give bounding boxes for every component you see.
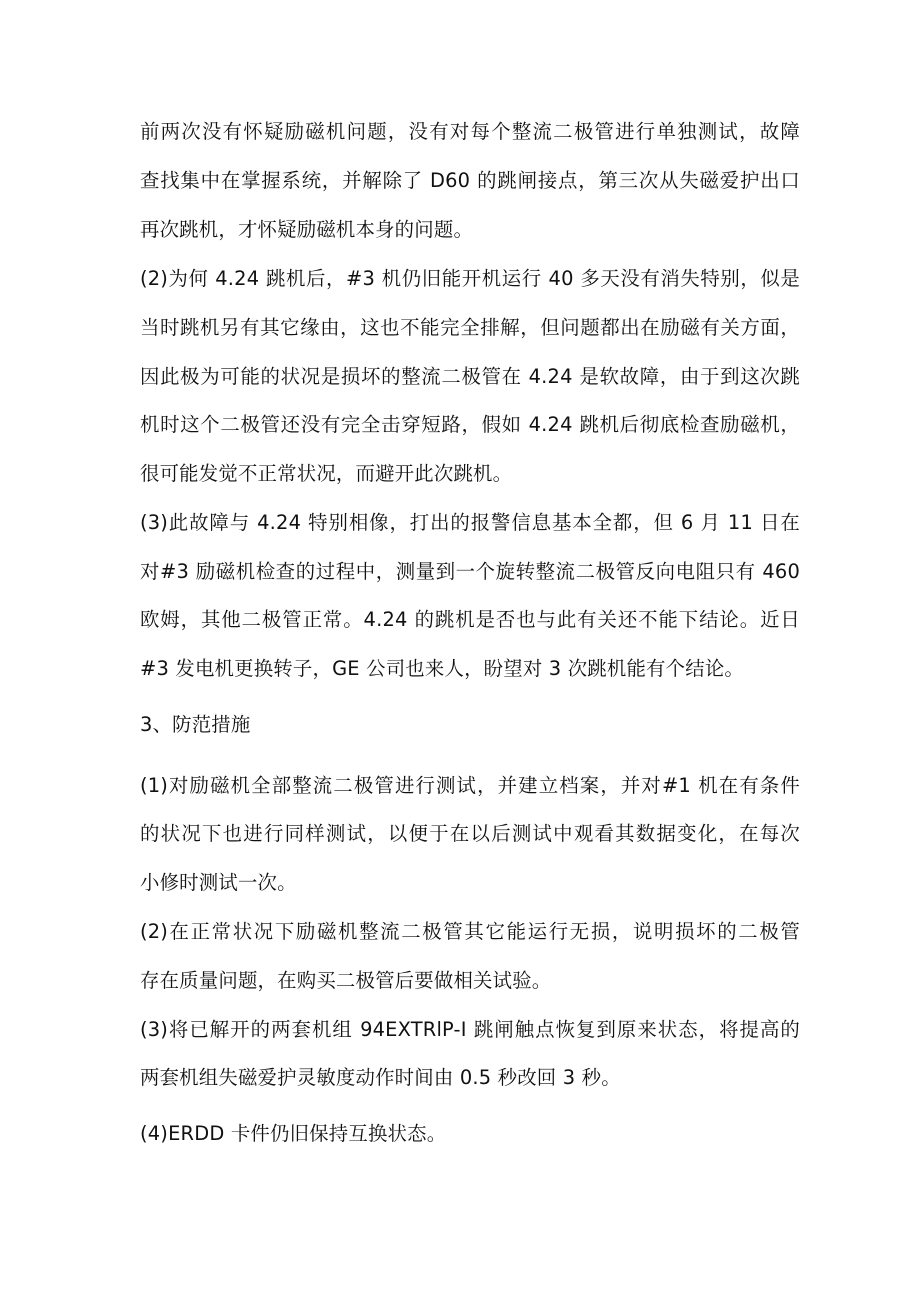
paragraph-1-line-3: 再次跳机，才怀疑励磁机本身的问题。 (140, 218, 474, 241)
paragraph-3-line-1: (3)此故障与 4.24 特别相像，打出的报警信息基本全都，但 6 月 11 日在 (140, 511, 800, 534)
paragraph-4-line-2: 的状况下也进行同样测试，以便于在以后测试中观看其数据变化，在每次 (140, 822, 800, 845)
paragraph-1-line-2: 查找集中在掌握系统，并解除了 D60 的跳闸接点，第三次从失磁爱护出口 (140, 169, 800, 192)
paragraph-3-line-4: #3 发电机更换转子，GE 公司也来人，盼望对 3 次跳机能有个结论。 (140, 657, 745, 680)
paragraph-6-line-2: 两套机组失磁爱护灵敏度动作时间由 0.5 秒改回 3 秒。 (140, 1066, 621, 1089)
paragraph-3-line-3: 欧姆，其他二极管正常。4.24 的跳机是否也与此有关还不能下结论。近日 (140, 608, 800, 631)
paragraph-4-line-1: (1)对励磁机全部整流二极管进行测试，并建立档案，并对#1 机在有条件 (140, 774, 800, 797)
paragraph-4-line-3: 小修时测试一次。 (140, 871, 297, 894)
paragraph-1-line-1: 前两次没有怀疑励磁机问题，没有对每个整流二极管进行单独测试，故障 (140, 120, 800, 143)
section-heading: 3、防范措施 (140, 713, 251, 736)
paragraph-2-line-4: 机时这个二极管还没有完全击穿短路，假如 4.24 跳机后彻底检查励磁机， (140, 413, 800, 436)
paragraph-5-line-2: 存在质量问题，在购买二极管后要做相关试验。 (140, 969, 552, 992)
paragraph-7-line-1: (4)ERDD 卡件仍旧保持互换状态。 (140, 1122, 447, 1145)
paragraph-2-line-3: 因此极为可能的状况是损坏的整流二极管在 4.24 是软故障，由于到这次跳 (140, 365, 800, 388)
paragraph-2-line-5: 很可能发觉不正常状况，而避开此次跳机。 (140, 462, 513, 485)
paragraph-6-line-1: (3)将已解开的两套机组 94EXTRlP-I 跳闸触点恢复到原来状态，将提高的 (140, 1018, 800, 1041)
paragraph-5-line-1: (2)在正常状况下励磁机整流二极管其它能运行无损，说明损坏的二极管 (140, 920, 800, 943)
paragraph-2-line-1: (2)为何 4.24 跳机后，#3 机仍旧能开机运行 40 多天没有消失特别，似是 (140, 267, 800, 290)
paragraph-3-line-2: 对#3 励磁机检查的过程中，测量到一个旋转整流二极管反向电阻只有 460 (140, 560, 800, 583)
paragraph-2-line-2: 当时跳机另有其它缘由，这也不能完全排解，但问题都出在励磁有关方面， (140, 316, 800, 339)
